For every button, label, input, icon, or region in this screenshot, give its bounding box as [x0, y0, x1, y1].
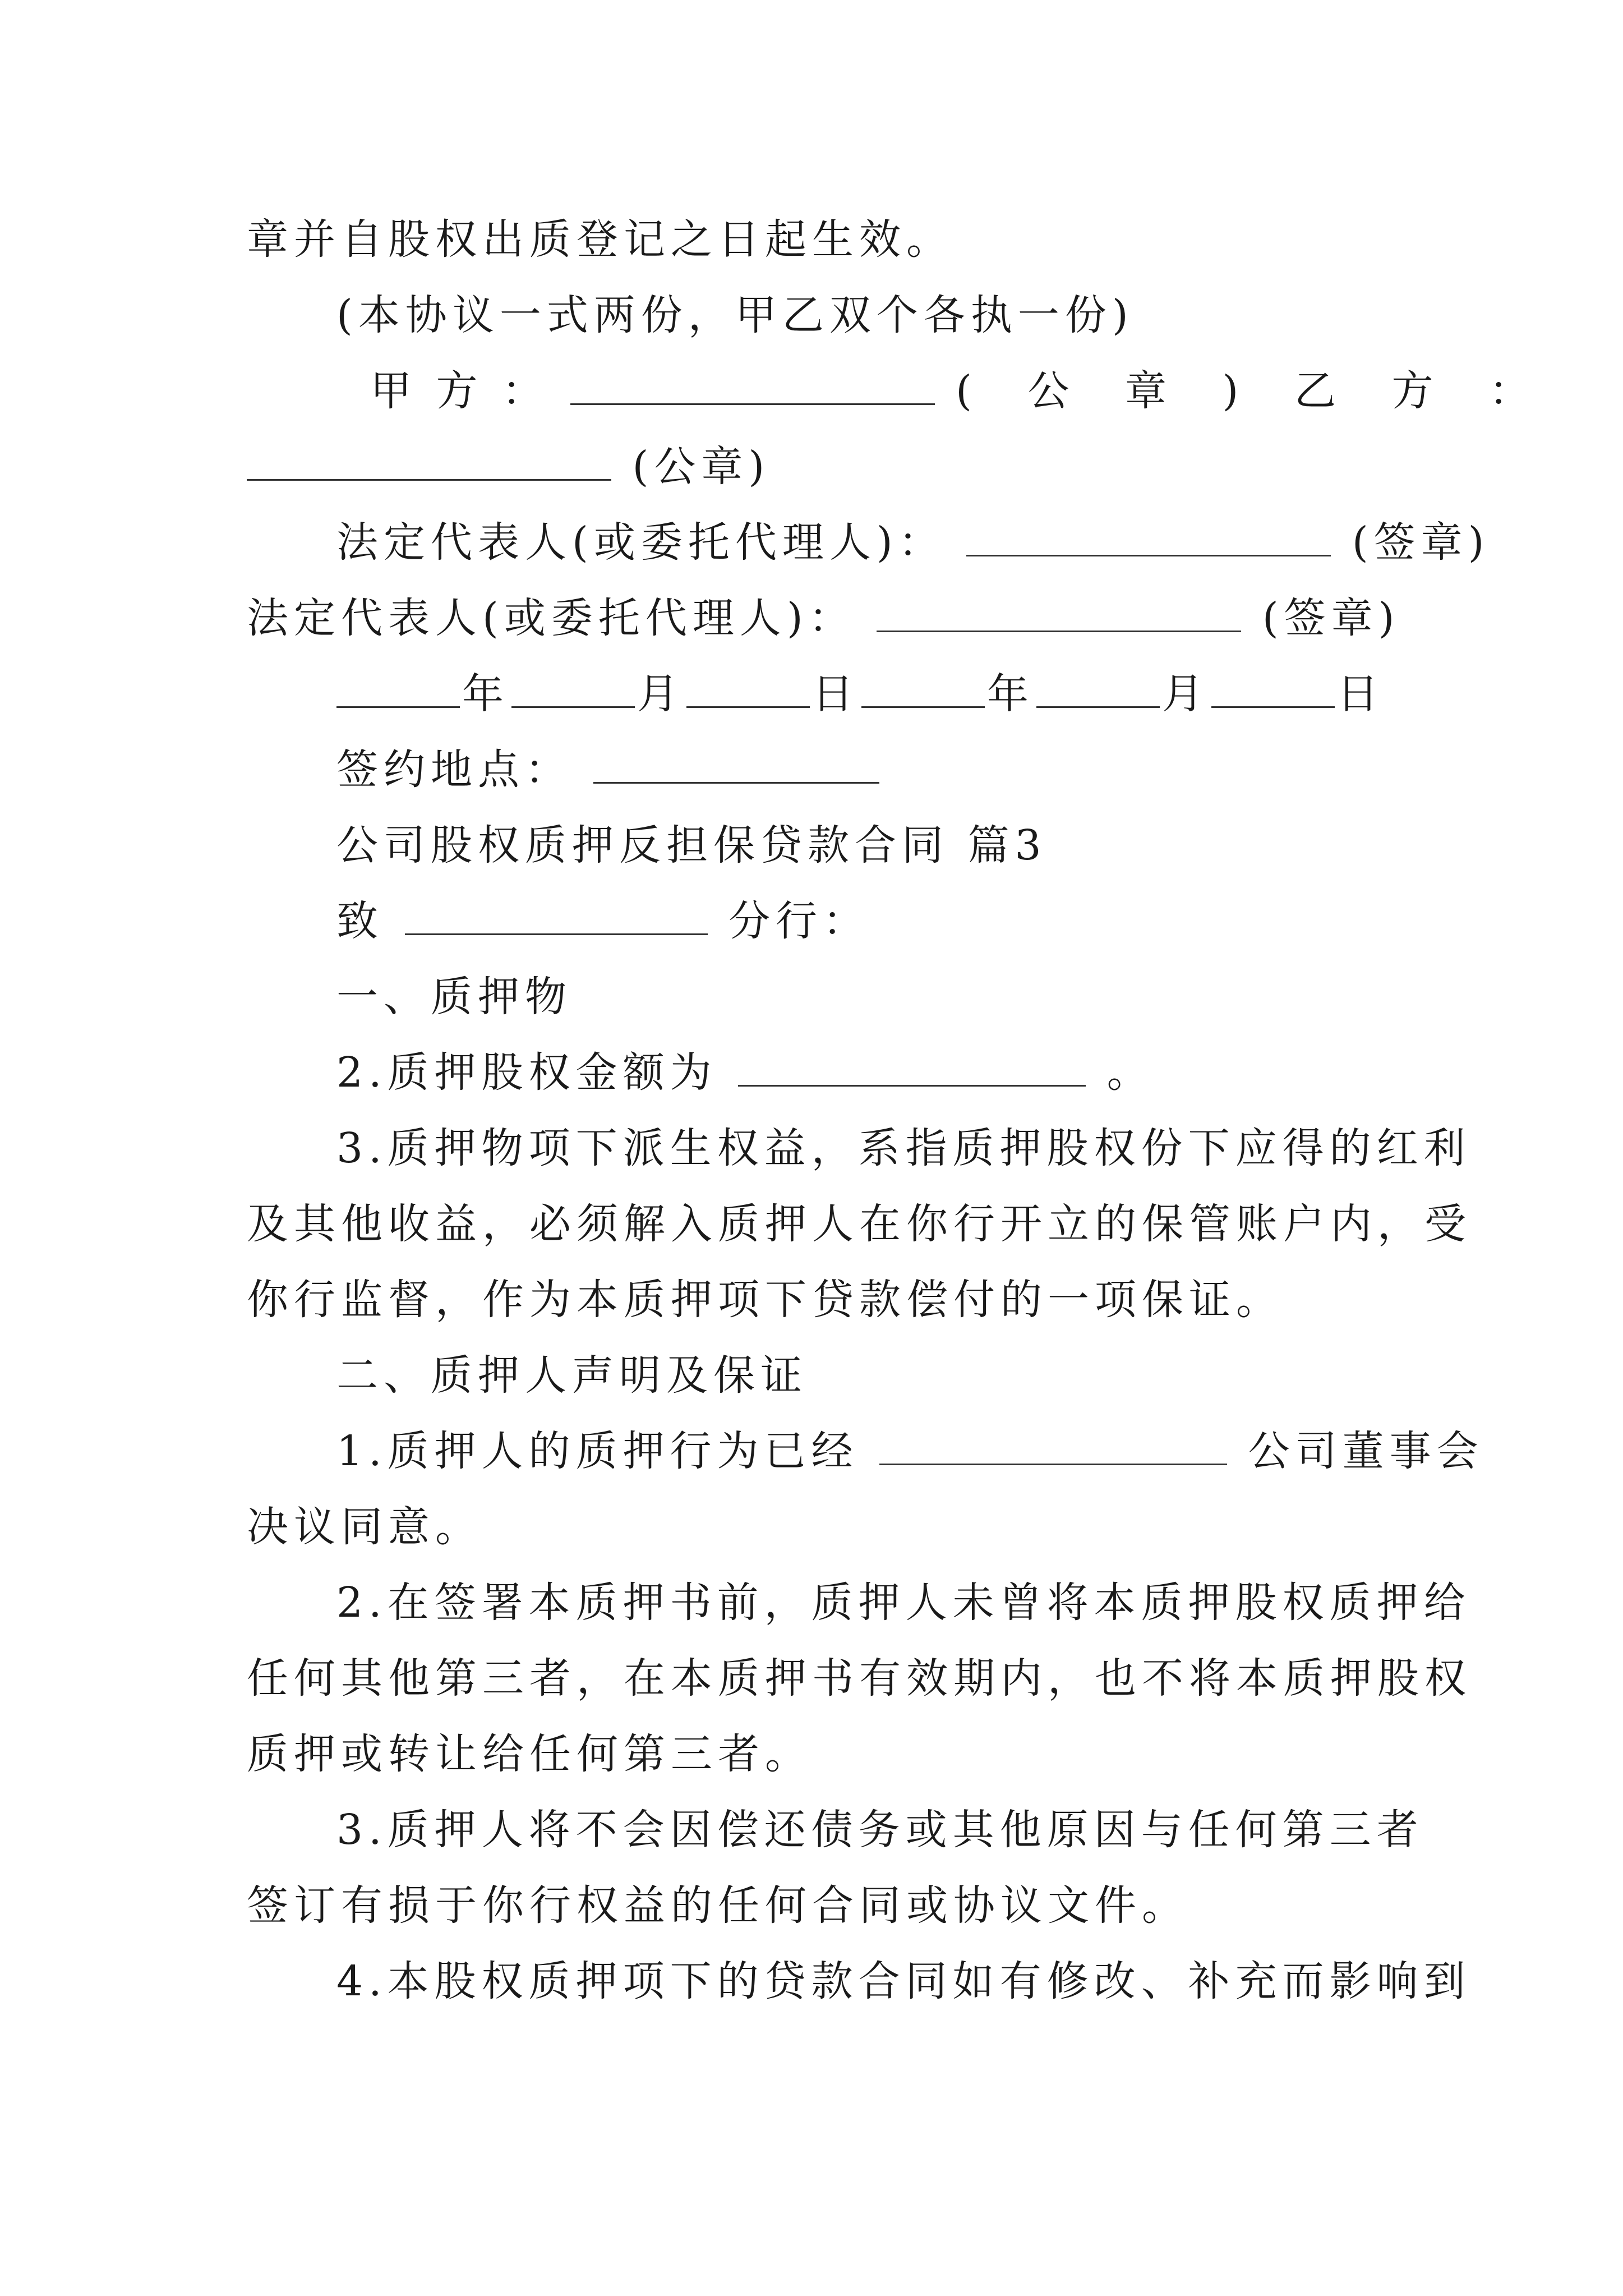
- text-line: 任何其他第三者，在本质押书有效期内，也不将本质押股权: [247, 1654, 1472, 1703]
- amount-blank: [738, 1046, 1086, 1087]
- section-heading: 一、质押物: [336, 973, 572, 1021]
- legal-rep-line: [247, 590, 1400, 646]
- clause-end: 。: [1106, 1048, 1154, 1097]
- signing-place-label: 签约地点：: [336, 746, 572, 794]
- text-line: 你行监督，作为本质押项下贷款偿付的一项保证。: [247, 1276, 1283, 1324]
- legal-rep-blank: [877, 591, 1241, 632]
- legal-rep-label: 法定代表人(或委托代理人)：: [336, 518, 946, 567]
- date-blank: [1211, 667, 1335, 708]
- branch-label: 分行：: [728, 897, 870, 945]
- seal-label: (公章): [632, 443, 771, 491]
- signing-place-line: [336, 742, 882, 798]
- text-line: 签订有损于你行权益的任何合同或协议文件。: [247, 1881, 1189, 1930]
- board-blank: [879, 1424, 1227, 1465]
- year-label: 年: [987, 670, 1034, 718]
- branch-blank: [405, 894, 708, 935]
- text-line: 章并自股权出质登记之日起生效。: [247, 215, 953, 264]
- text-line: (本协议一式两份，甲乙双个各执一份): [336, 291, 1134, 339]
- clause-text: 1.质押人的质押行为已经: [336, 1427, 859, 1475]
- month-label: 月: [637, 670, 684, 718]
- addressee-line: [336, 893, 870, 949]
- section-heading: 二、质押人声明及保证: [336, 1351, 808, 1400]
- party-a-blank: [570, 364, 935, 405]
- text-line: 决议同意。: [247, 1503, 482, 1551]
- date-blank: [686, 667, 810, 708]
- clause-line: [336, 1045, 1154, 1101]
- party-b-blank: [247, 440, 611, 481]
- sign-label: (签章): [1352, 518, 1490, 567]
- signing-place-blank: [593, 743, 879, 784]
- party-b-label: ( 公 章 ) 乙 方 ：: [956, 367, 1552, 415]
- text-line: 4.本股权质押项下的贷款合同如有修改、补充而影响到: [336, 1957, 1471, 2005]
- section-heading: 公司股权质押反担保贷款合同 篇3: [336, 821, 1047, 869]
- month-label: 月: [1162, 670, 1209, 718]
- text-line: [247, 439, 770, 495]
- clause-line: [336, 1423, 1484, 1479]
- day-label: 日: [1337, 670, 1384, 718]
- clause-end: 公司董事会: [1248, 1427, 1484, 1475]
- text-line: 及其他收益，必须解入质押人在你行开立的保管账户内，受: [247, 1200, 1472, 1248]
- date-blank: [1036, 667, 1160, 708]
- signature-party-line: [370, 363, 1552, 419]
- date-line: [336, 666, 1384, 722]
- text-line: 2.在签署本质押书前，质押人未曾将本质押股权质押给: [336, 1579, 1471, 1627]
- sign-label: (签章): [1262, 594, 1400, 642]
- legal-rep-label: 法定代表人(或委托代理人)：: [247, 594, 856, 642]
- party-a-label: 甲 方 ：: [370, 367, 550, 415]
- text-line: 3.质押人将不会因偿还债务或其他原因与任何第三者: [336, 1806, 1424, 1854]
- date-blank: [336, 667, 460, 708]
- text-line: 3.质押物项下派生权益，系指质押股权份下应得的红利: [336, 1124, 1471, 1172]
- clause-text: 2.质押股权金额为: [336, 1048, 717, 1097]
- text-line: 质押或转让给任何第三者。: [247, 1730, 812, 1778]
- legal-rep-blank: [966, 516, 1331, 556]
- addressee-prefix: 致: [336, 897, 384, 945]
- date-blank: [861, 667, 985, 708]
- legal-rep-line: [336, 514, 1490, 570]
- date-blank: [511, 667, 635, 708]
- year-label: 年: [462, 670, 509, 718]
- day-label: 日: [812, 670, 859, 718]
